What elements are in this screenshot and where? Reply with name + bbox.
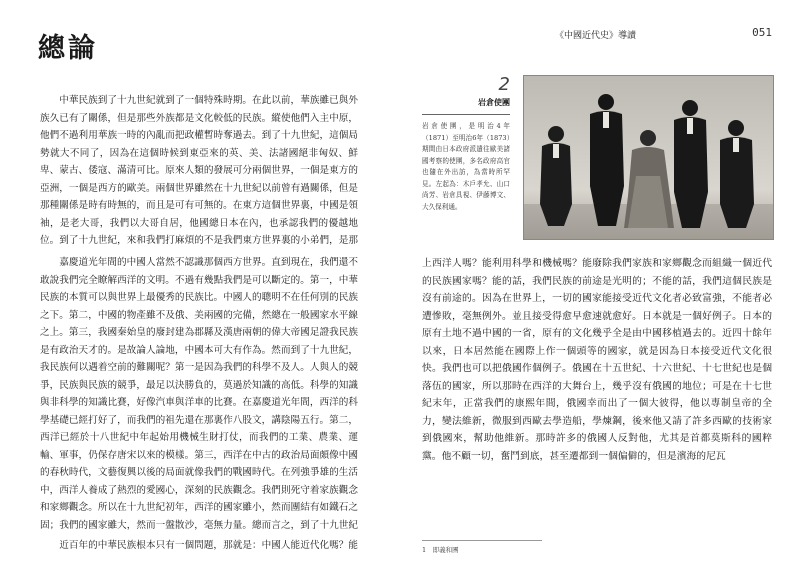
figure-number: 2	[498, 74, 510, 95]
figure-caption-text: 岩倉使團，是明治4年（1871）至明治6年（1873）期間由日本政府派遣往歐美諸國考察的使團，多名政府高官也隨在外出訪，為當時所罕見。左起為：木戶孝允、山口尚芳、岩倉具視、伊藤博文、大久保利通。	[422, 122, 510, 211]
historical-photo	[523, 75, 774, 240]
group-portrait-illustration	[524, 76, 773, 239]
right-body-text	[422, 255, 772, 535]
right-page	[395, 0, 790, 572]
footnote: 1 即義和團	[422, 546, 459, 554]
body-paragraph-2: 嘉慶道光年間的中國人當然不認識那個西方世界。直到現在，我們還不敢說我們完全瞭解西洋的文明。不過有幾點我們是可以斷定的。第一，中華民族的本質可以與世界上最優秀的民族比。中國人的聰明不在任何別的民族之下。第二，中國的物產雖不及俄、美兩國的完備，然總在一般國家水平線之上。第三，我國秦始皇的廢封建為郡縣及漢唐兩朝的偉大帝國足證我民族是有政治天才的。是故論人論地，中國本可大有作為。然而到了十九世紀，我民族何以遇着空前的難關呢？第一是因為我們的科學不及人。人與人的競爭，民族與民族的競爭，最足以決勝負的，莫過於知識的高低。科學的知識與非科學的知識比賽，好像汽車與洋車的比賽。在嘉慶道光年間，西洋的科學基礎已經打好了，而我們的祖先還在那裏作八股文，講陰陽五行。第二，西洋已經於十八世紀中年起始用機械生財打仗，而我們的工業、農業、運輸、軍事，仍保存唐宋以來的模樣。第三，西洋在中古的政治局面頗像中國的春秋時代，文藝復興以後的局面就像我們的戰國時代。在列強爭雄的生活中，西洋人養成了熱烈的愛國心，深刻的民族觀念。我們則死守着家族觀念和家鄉觀念。所以在十九世紀初年，西洋的國家雖小，然而團結有如鐵石之固；我們的國家雖大，然而一盤散沙，毫無力量。總而言之，到了十九世紀	[40, 257, 358, 531]
running-title: 《中國近代史》導讀	[554, 31, 636, 41]
running-head	[419, 26, 772, 40]
body-paragraph-continued: 上西洋人嗎？能利用科學和機械嗎？能廢除我們家族和家鄉觀念而組織一個近代的民族國家嗎？能的話，我們民族的前途是光明的；不能的話，我們這個民族是沒有前途的。因為在世界上，一切的國家能接受近代文化者必致富強，不能者必遭慘敗，毫無例外。並且接受得愈早愈速就愈好。日本就是一個好例子。日本的原有土地不過中國的一省，原有的文化幾乎全是由中國移植過去的。近四十餘年以來，日本居然能在國際上作一個頭等的國家，就是因為日本接受近代文化很快。我們也可以把俄國作個例子。俄國在十五世紀、十六世紀、十七世紀也是個落伍的國家，所以那時在西洋的大舞台上，幾乎沒有俄國的地位；可是在十七世紀末年，正當我們的康熙年間，俄國幸而出了一個大彼得，他以專制皇帝的全力，變法維新，微服到西歐去學造船，學煉鋼，後來他又請了許多西歐的技術家到俄國來，幫助他維新。那時許多的俄國人反對他，尤其是首都莫斯科的國粹黨。他不顧一切，奮鬥到底，甚至遷都到一個偏僻的，但是濱海的尼瓦	[422, 258, 772, 462]
figure-title: 岩倉使團	[478, 97, 510, 107]
section-title: 總論	[38, 33, 98, 64]
body-paragraph-3: 近百年的中華民族根本只有一個問題，那就是：中國人能近代化嗎？能	[59, 540, 358, 551]
left-body-text	[40, 92, 358, 557]
figure-caption	[422, 75, 510, 239]
page-number: 051	[752, 26, 772, 39]
caption-divider	[422, 114, 510, 115]
footnote-divider	[422, 540, 542, 541]
body-paragraph-1: 中華民族到了十九世紀就到了一個特殊時期。在此以前，華族雖已與外族久已有了關係，但是那些外族都是文化較低的民族。縱使他們入主中原，他們不過利用華族一時的內亂而把政權暫時奪過去。到了十九世紀，這個局勢就大不同了，因為在這個時候到東亞來的英、美、法諸國絕非匈奴、鮮卑、蒙古、倭寇、滿清可比。原來人類的發展可分兩個世界，一個是東方的亞洲，一個是西方的歐美。兩個世界雖然在十九世紀以前曾有過關係，但是那種關係是時有時無的，而且是可有可無的。在東方這個世界裏，中國是領袖，是老大哥，我們以大哥自居，他國總日本在內，也承認我們的優越地位。到了十九世紀，來和我們打麻煩的不是我們東方世界裏的小弟們，是那	[40, 95, 358, 246]
